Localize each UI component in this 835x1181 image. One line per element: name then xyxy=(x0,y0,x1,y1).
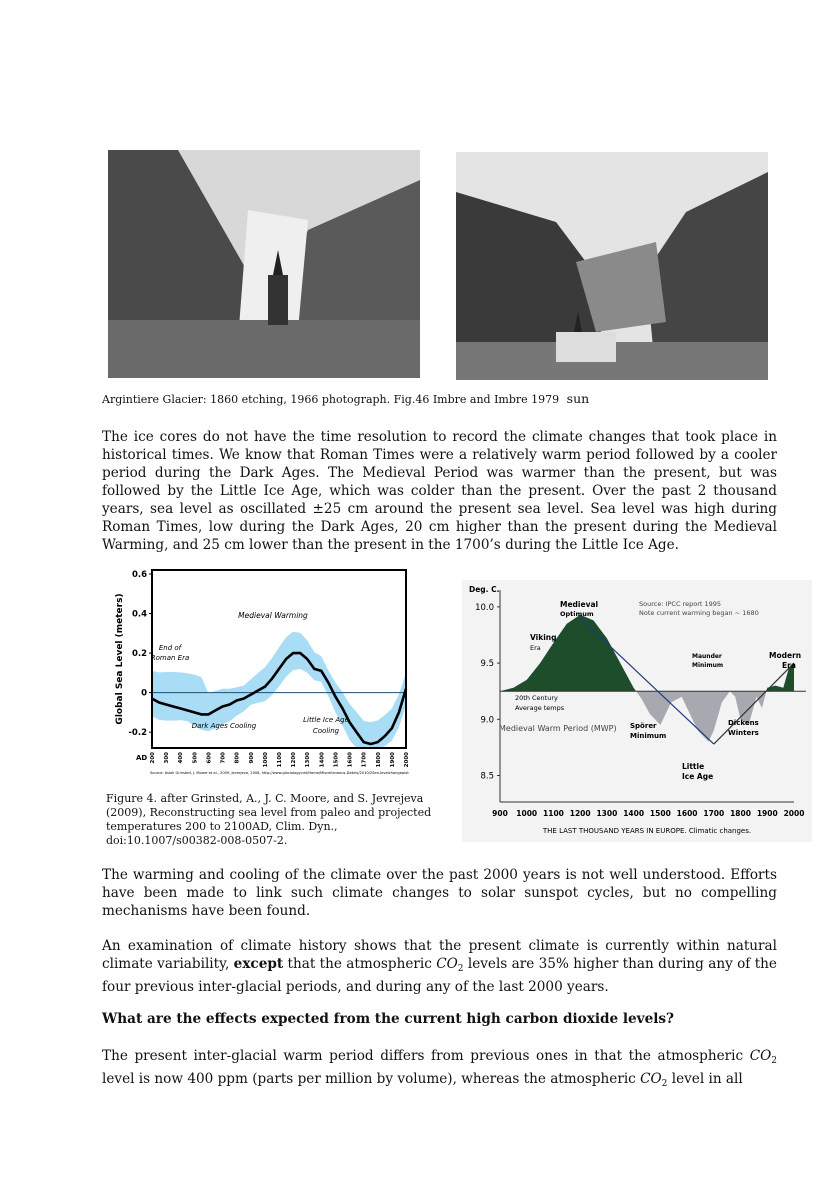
x-tick-label: 1600 xyxy=(347,752,354,768)
annotation-little-ice-age-line1: Little Ice Age xyxy=(303,716,349,724)
annotation-dickens-1: Dickens xyxy=(728,719,759,727)
annotation-medieval-optimum-2: Optimum xyxy=(560,610,594,618)
x-tick-label: 300 xyxy=(164,752,171,764)
x-tick-label: 700 xyxy=(220,752,227,764)
p4-co2-1: CO xyxy=(749,1048,772,1064)
chart1-source: Source: Aslak Grinsted, J. Moore et al., 2009, Jevrejeva, 2008, http://www.glaciology.net/Home/Miscellaneous-Debris/2010/2Sea-levelchangeplot xyxy=(150,771,409,775)
x-tick-label: 1200 xyxy=(291,752,298,768)
annotation-little-ice-age-line2: Cooling xyxy=(312,727,340,735)
chart2-note: Note current warming began ~ 1680 xyxy=(639,609,759,617)
annotation-sporer-2: Minimum xyxy=(630,732,667,740)
y-tick-label: 0.4 xyxy=(131,609,147,620)
p4-part-a: The present inter-glacial warm period differs from previous ones in that the atmospheric xyxy=(102,1048,744,1064)
annotation-sporer-1: Spörer xyxy=(630,722,657,730)
annotation-little-ice-2: Ice Age xyxy=(682,772,714,781)
annotation-viking-2: Era xyxy=(530,644,541,652)
x-tick-label: 1400 xyxy=(319,752,326,768)
x-tick-label: 200 xyxy=(150,752,156,764)
annotation-mwp: Medieval Warm Period (MWP) xyxy=(499,724,617,733)
y-axis-label: Global Sea Level (meters) xyxy=(115,593,125,725)
x-tick-label: 1200 xyxy=(569,809,591,818)
x-tick-label: 600 xyxy=(206,752,213,764)
paragraph-co2-level xyxy=(102,1047,777,1093)
x-tick-label: 900 xyxy=(492,809,508,818)
x-axis-label: THE LAST THOUSAND YEARS IN EUROPE. Climatic changes. xyxy=(542,827,752,835)
x-tick-label: 2000 xyxy=(783,809,805,818)
p3-part-a: An examination of climate history shows that the present climate is currently within natural climate variability, xyxy=(102,938,777,972)
glacier-caption xyxy=(102,392,782,407)
annotation-modern-1: Modern xyxy=(769,651,802,660)
p3-co2-sub: 2 xyxy=(457,964,464,974)
photograph-1966-image xyxy=(456,152,768,380)
x-tick-label: 1000 xyxy=(262,752,269,768)
annotation-medieval-optimum-1: Medieval xyxy=(560,600,599,609)
section-heading: What are the effects expected from the current high carbon dioxide levels? xyxy=(102,1011,675,1027)
x-tick-label: 1900 xyxy=(756,809,778,818)
y-tick-label: 9.5 xyxy=(480,659,494,670)
annotation-maunder-1: Maunder xyxy=(692,653,722,660)
x-unit-label: AD xyxy=(136,754,148,762)
x-tick-label: 1800 xyxy=(730,809,751,818)
y-tick-label: 0.6 xyxy=(131,569,147,580)
paragraph-climate-history xyxy=(102,937,777,996)
p3-except: except xyxy=(233,956,284,972)
p4-co2-2: CO xyxy=(640,1071,662,1087)
glacier-caption-suffix: sun xyxy=(566,391,590,406)
p4-co2-sub-2: 2 xyxy=(661,1079,668,1089)
annotation-end-roman-line2: Roman Era xyxy=(150,654,190,662)
x-tick-label: 1100 xyxy=(543,809,564,818)
p4-part-c: level in all xyxy=(671,1071,743,1087)
paragraph-roman-medieval: The ice cores do not have the time resolution to record the climate changes that took place in historical times. We know that Roman Times were a relatively warm period followed by a cooler period during the Dark Ages. The Medieval Period was warmer than the present, but was followed by the Little Ice Age, which was colder than the present. Over the past 2 thousand years, sea level as oscillated ±25 cm around the present sea level. Sea level was high during Roman Times, low during the Dark Ages, 20 cm higher than the present during the Medieval Warming, and 25 cm lower than the present in the 1700’s during the Little Ice Age. xyxy=(102,429,777,553)
annotation-viking-1: Viking xyxy=(530,633,557,642)
x-tick-label: 1800 xyxy=(375,752,382,768)
y-axis-label: Deg. C. xyxy=(469,585,500,594)
y-tick-label: 8.5 xyxy=(480,771,494,782)
annotation-medieval-warming: Medieval Warming xyxy=(238,611,308,620)
x-tick-label: 900 xyxy=(248,752,255,764)
p3-co2: CO xyxy=(436,956,458,972)
x-tick-label: 1000 xyxy=(516,809,538,818)
p3-part-c: levels are 35% higher than during any of the four previous inter-glacial periods, and during any of the last 2000 years. xyxy=(102,956,777,995)
p4-co2-sub-1: 2 xyxy=(771,1056,777,1066)
annotation-modern-2: Era xyxy=(782,661,796,670)
x-tick-label: 1400 xyxy=(623,809,645,818)
x-tick-label: 400 xyxy=(178,752,185,764)
y-tick-label: 10.0 xyxy=(475,602,494,613)
annotation-maunder-2: Minimum xyxy=(692,662,724,669)
x-tick-label: 800 xyxy=(234,752,241,764)
p3-part-b: that the atmospheric xyxy=(287,956,432,972)
x-tick-label: 2000 xyxy=(404,752,410,768)
annotation-end-roman-line1: End of xyxy=(158,644,182,652)
x-tick-label: 1900 xyxy=(389,752,396,768)
chart2-source: Source: IPCC report 1995 xyxy=(639,600,722,608)
y-tick-label: 0 xyxy=(141,688,147,699)
baseline-label-2: Average temps xyxy=(515,704,565,712)
temperature-chart xyxy=(462,580,812,842)
x-tick-label: 1300 xyxy=(596,809,618,818)
etching-1860-image xyxy=(108,150,420,378)
x-tick-label: 1500 xyxy=(333,752,340,768)
baseline-label-1: 20th Century xyxy=(515,694,558,702)
x-tick-label: 1700 xyxy=(703,809,725,818)
sea-level-chart xyxy=(108,566,420,780)
y-tick-label: -0.2 xyxy=(128,728,147,739)
x-tick-label: 1300 xyxy=(305,752,312,768)
y-tick-label: 0.2 xyxy=(131,649,147,660)
annotation-dark-ages: Dark Ages Cooling xyxy=(191,722,257,730)
sea-level-chart-svg xyxy=(108,566,420,780)
glacier-caption-text: Argintiere Glacier: 1860 etching, 1966 photograph. Fig.46 Imbre and Imbre 1979 xyxy=(102,393,560,406)
x-tick-label: 1100 xyxy=(277,752,283,768)
x-tick-label: 1600 xyxy=(676,809,698,818)
uncertainty-band xyxy=(152,632,406,748)
paragraph-warming-cooling: The warming and cooling of the climate over the past 2000 years is not well understood. Efforts have been made to link such climate changes to solar sunspot cycles, but no compelling mechanisms have been found. xyxy=(102,867,777,919)
figure4-caption: Figure 4. after Grinsted, A., J. C. Moore, and S. Jevrejeva (2009), Reconstructing sea level from paleo and projected temperatures 200 to 2100AD, Clim. Dyn., doi:10.1007/s00382-008-0507-2. xyxy=(106,792,432,847)
y-tick-label: 9.0 xyxy=(480,715,494,726)
x-tick-label: 1500 xyxy=(649,809,671,818)
temperature-chart-svg xyxy=(462,580,812,842)
x-tick-label: 1700 xyxy=(361,752,368,768)
p4-part-b: level is now 400 ppm (parts per million by volume), whereas the atmospheric xyxy=(102,1071,636,1087)
annotation-dickens-2: Winters xyxy=(728,729,759,737)
x-tick-label: 500 xyxy=(192,752,199,764)
annotation-little-ice-1: Little xyxy=(682,762,705,771)
